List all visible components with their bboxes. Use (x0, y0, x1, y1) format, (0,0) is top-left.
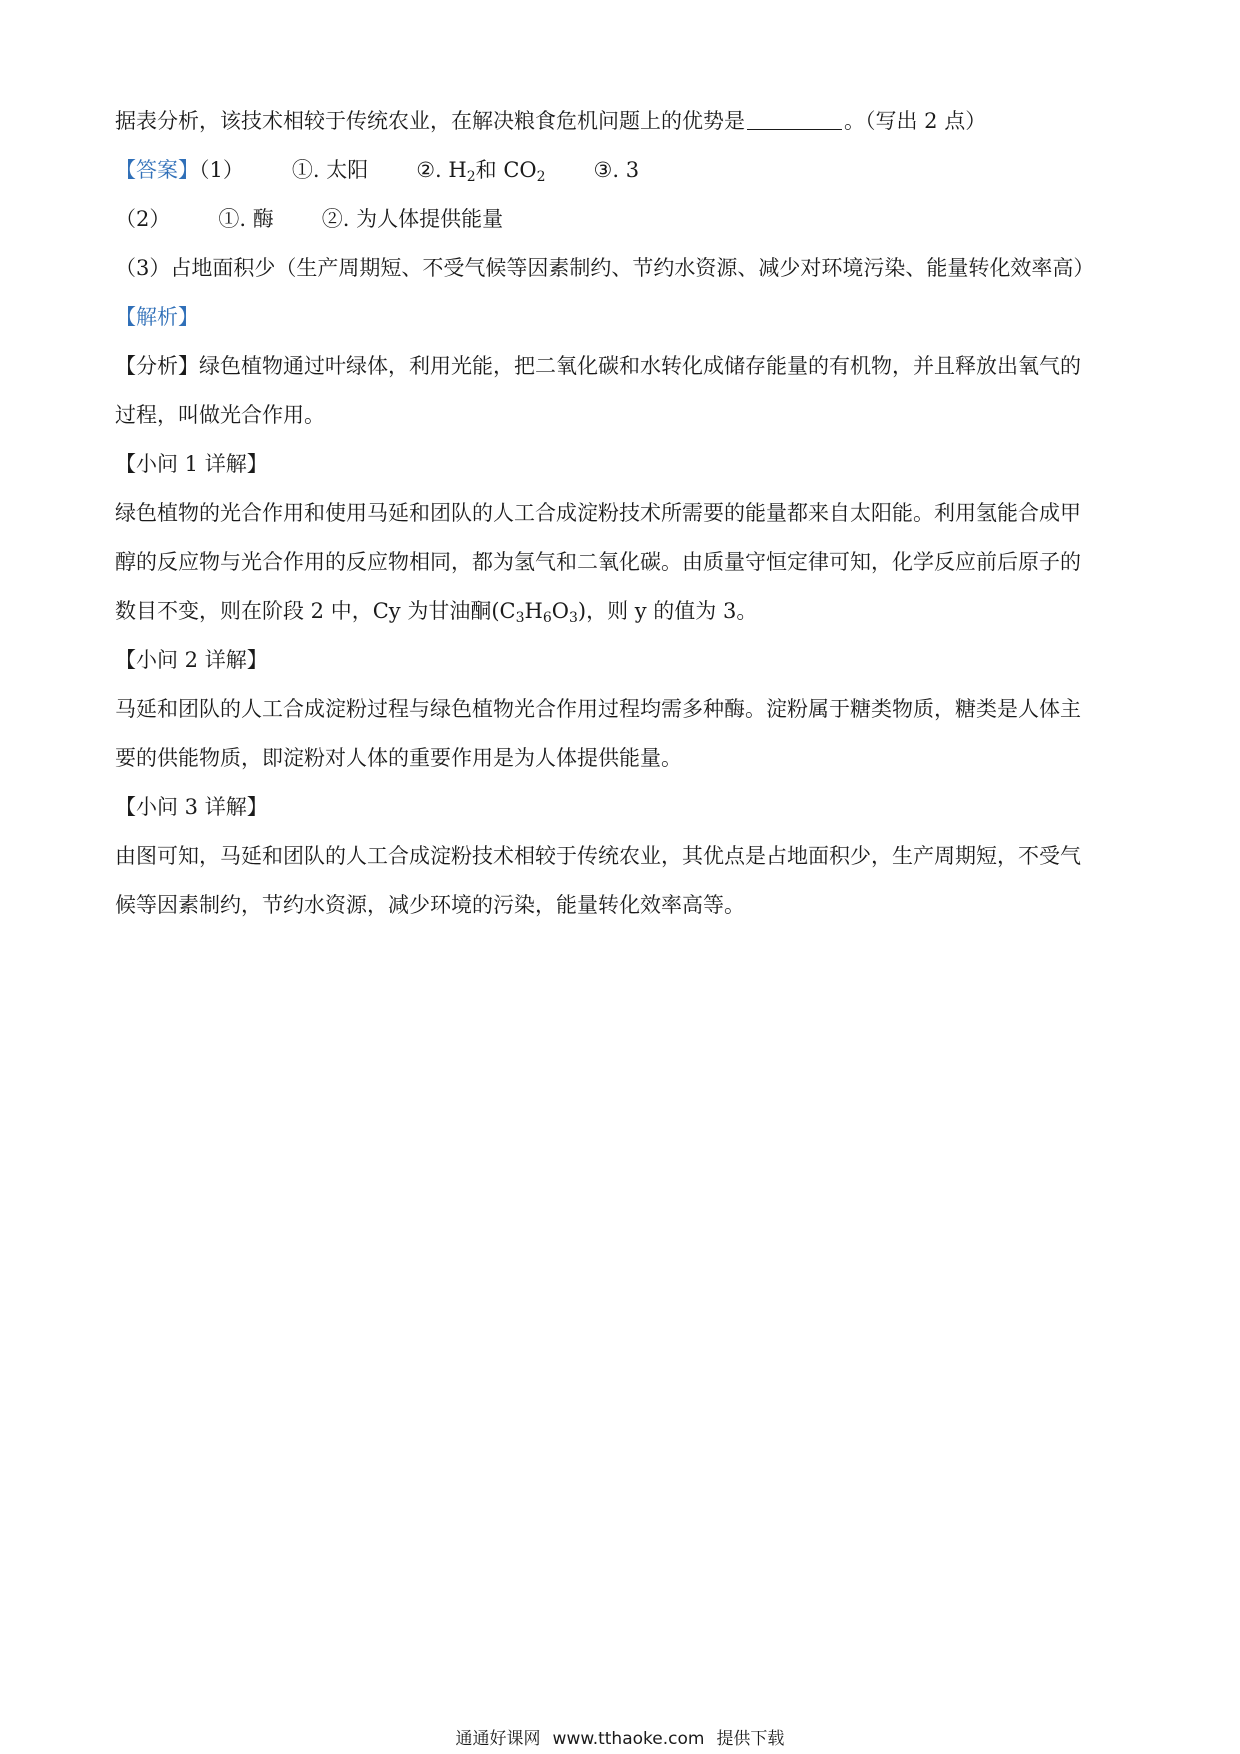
answer-q2-part-a: ①. 酶 (218, 207, 274, 231)
answer-q1-part-a: ①. 太阳 (291, 158, 369, 182)
answer-q2-number: （2） (115, 207, 171, 231)
answer-line-2 (115, 195, 1125, 244)
q3-line-1: 由图可知，马延和团队的人工合成淀粉技术相较于传统农业，其优点是占地面积少，生产周期短，不受气 (115, 844, 1081, 868)
answer-q1-part-c: ③. 3 (593, 158, 640, 182)
q3-line-2: 候等因素制约，节约水资源，减少环境的污染，能量转化效率高等。 (115, 893, 745, 917)
footer-suffix: 提供下载 (716, 1729, 785, 1749)
q1-line-2: 醇的反应物与光合作用的反应物相同，都为氢气和二氧化碳。由质量守恒定律可知，化学反应前后原子的 (115, 550, 1081, 574)
q2-line-1: 马延和团队的人工合成淀粉过程与绿色植物光合作用过程均需多种酶。淀粉属于糖类物质，糖类是人体主 (115, 697, 1081, 721)
intro-text: 据表分析，该技术相较于传统农业，在解决粮食危机问题上的优势是 (115, 109, 745, 133)
analysis-tag: 【解析】 (115, 305, 199, 329)
answer-q2-part-b: ②. 为人体提供能量 (321, 207, 504, 231)
q2-heading: 【小问 2 详解】 (115, 648, 268, 672)
answer-tag: 【答案】 (115, 158, 199, 182)
analysis-text: 绿色植物通过叶绿体，利用光能，把二氧化碳和水转化成储存能量的有机物，并且释放出氧气的 (199, 354, 1081, 378)
q1-heading: 【小问 1 详解】 (115, 452, 268, 476)
document-body (115, 97, 1125, 930)
answer-q1-number: （1） (199, 158, 244, 182)
q1-line-3: 数目不变，则在阶段 2 中，Cy 为甘油酮$(C_3H_6O_3)$，则 y 的值为 3。 (115, 599, 758, 626)
intro-suffix: 。（写出 2 点） (844, 109, 987, 133)
answer-line-3: （3）占地面积少（生产周期短、不受气候等因素制约、节约水资源、减少对环境污染、能量转化效率高） (115, 256, 1095, 280)
answer-blank (747, 109, 842, 130)
footer-site-name: 通通好课网 (455, 1729, 541, 1749)
analysis-paragraph-line-2: 过程，叫做光合作用。 (115, 403, 325, 427)
q1-line-1: 绿色植物的光合作用和使用马延和团队的人工合成淀粉技术所需要的能量都来自太阳能。利用氢能合成甲 (115, 501, 1081, 525)
footer-url[interactable]: www.tthaoke.com (552, 1729, 705, 1749)
analysis-label: 【分析】 (115, 354, 199, 378)
answer-q1-part-b: ②. $H_2$和 $CO_2$ (416, 158, 546, 185)
analysis-paragraph-line-1 (115, 342, 1125, 391)
question-intro (115, 97, 1125, 146)
q3-heading: 【小问 3 详解】 (115, 795, 268, 819)
page-footer (0, 1724, 1240, 1749)
answer-line-1 (115, 146, 1125, 195)
q2-line-2: 要的供能物质，即淀粉对人体的重要作用是为人体提供能量。 (115, 746, 682, 770)
